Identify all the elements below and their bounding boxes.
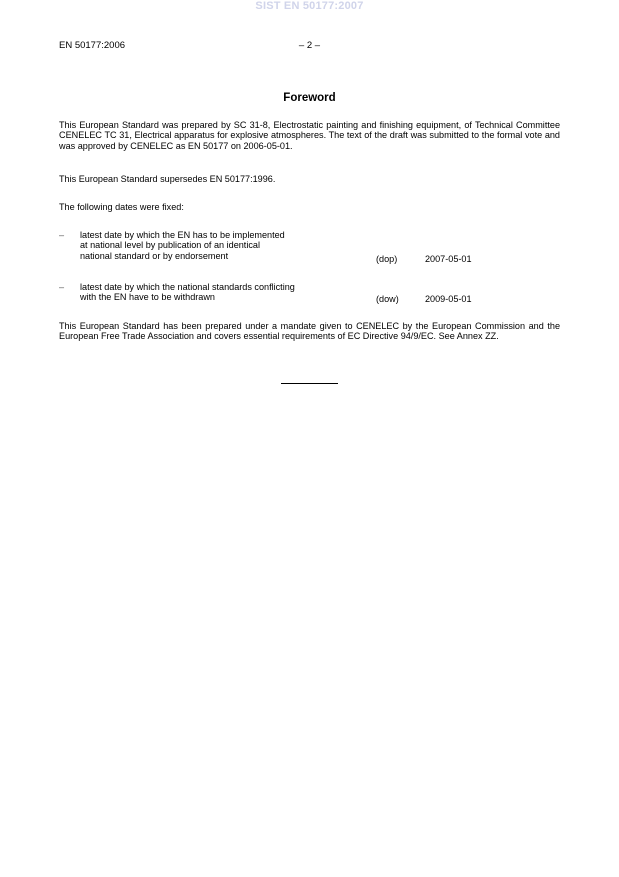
- date-abbreviation: (dop): [376, 254, 398, 264]
- date-item-description: [80, 230, 370, 261]
- page-title: Foreword: [283, 92, 336, 104]
- end-rule: [281, 383, 338, 384]
- dates-intro-paragraph: The following dates were fixed:: [59, 202, 184, 212]
- dash-bullet: –: [59, 230, 65, 240]
- date-item-line: with the EN have to be withdrawn: [80, 292, 215, 303]
- date-item-line: latest date by which the national standards conflicting: [80, 282, 295, 292]
- date-item-line: national standard or by endorsement: [80, 250, 229, 261]
- intro-paragraph: This European Standard was prepared by SC 31-8, Electrostatic painting and finishing equipment, of Technical Committee CENELEC TC 31, Electrical apparatus for explosive atmospheres. The text of the draft was submitted to the formal vote and was approved by CENELEC as EN 50177 on 2006-05-01.: [59, 120, 560, 151]
- document-id: EN 50177:2006: [59, 40, 126, 51]
- supersedes-paragraph: This European Standard supersedes EN 50177:1996.: [59, 174, 276, 184]
- date-item-line: at national level by publication of an identical: [80, 240, 260, 251]
- date-value: 2009-05-01: [425, 294, 472, 304]
- date-item-description: [80, 282, 370, 303]
- mandate-paragraph: This European Standard has been prepared under a mandate given to CENELEC by the European Commission and the European Free Trade Association and covers essential requirements of EC Directive 94/9/EC. See Annex ZZ.: [59, 321, 560, 342]
- date-item-line: latest date by which the EN has to be implemented: [80, 230, 285, 240]
- watermark: SIST EN 50177:2007: [255, 0, 364, 12]
- dash-bullet: –: [59, 282, 65, 292]
- page-number: – 2 –: [298, 40, 321, 51]
- date-value: 2007-05-01: [425, 254, 472, 264]
- date-abbreviation: (dow): [376, 294, 399, 304]
